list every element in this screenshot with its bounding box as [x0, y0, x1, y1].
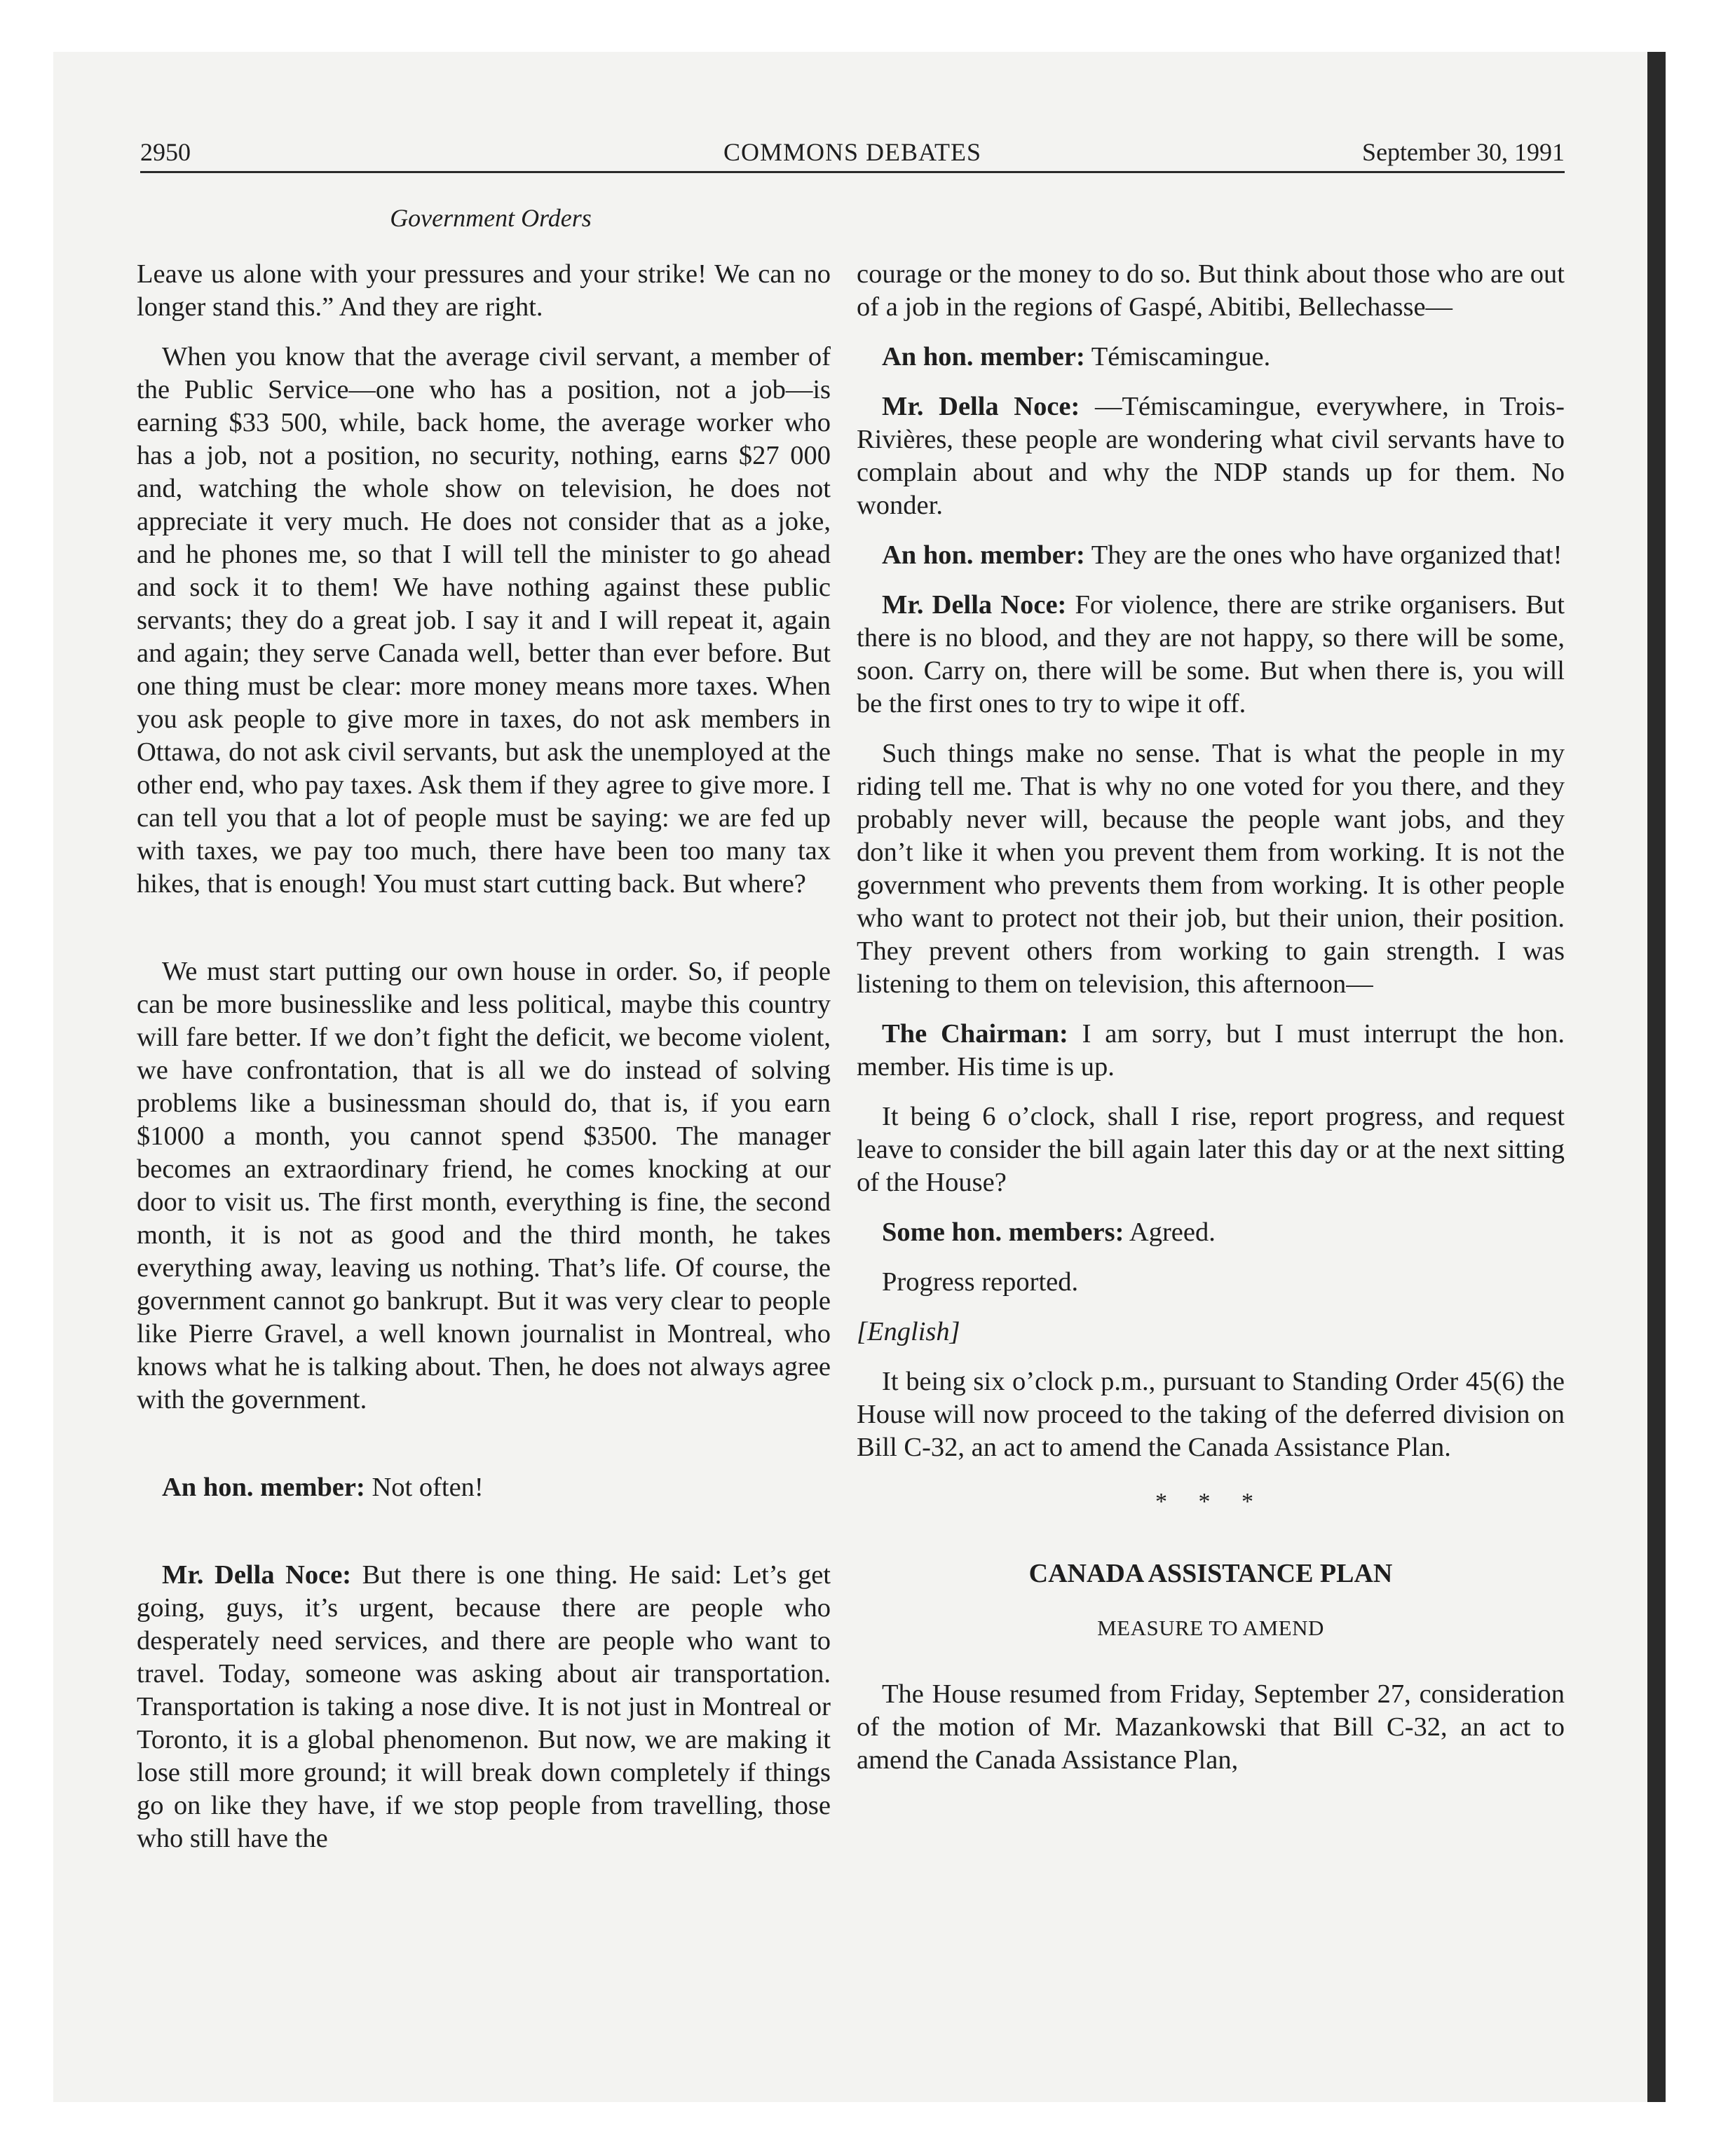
publication-title: COMMONS DEBATES [723, 138, 982, 166]
scan-edge-shadow [1647, 52, 1666, 2102]
speaker-paragraph: An hon. member: Témiscamingue. [882, 342, 1271, 371]
speaker-paragraph: An hon. member: They are the ones who have organized that! [882, 540, 1563, 570]
speaker-name: Mr. Della Noce: [882, 392, 1080, 421]
paragraph: Leave us alone with your pressures and your strike! We can no longer stand this.” And they are right. [137, 259, 831, 322]
language-note: [English] [857, 1317, 960, 1346]
left-column [137, 258, 831, 1872]
section-subheading: MEASURE TO AMEND [1097, 1616, 1324, 1640]
speaker-name: Mr. Della Noce: [882, 590, 1067, 620]
paragraph: When you know that the average civil servant, a member of the Public Service—one who has a position, not a job—is earning $33 500, while, back home, the average worker who has a job, not a position, no security, nothing, earns $27 000 and, watching the whole show on television, he does not appreciate it very much. He does not consider that as a joke, and he phones me, so that I will tell the minister to go ahead and sock it to them! We have nothing against these public servants; they do a great job. I say it and I will repeat it, again and again; they serve Canada well, better than ever before. But one thing must be clear: more money means more taxes. When you ask people to give more in taxes, do not ask members in Ottawa, do not ask civil servants, but ask the unemployed at the other end, who pay taxes. Ask them if they agree to give more. I can tell you that a lot of people must be saying: we are fed up with taxes, we pay too much, there have been too many tax hikes, that is enough! You must start cutting back. But where? [137, 342, 831, 899]
speaker-name: An hon. member: [882, 342, 1085, 371]
speaker-name: Mr. Della Noce: [162, 1560, 352, 1590]
speaker-name: Some hon. members: [882, 1217, 1124, 1247]
paragraph: Progress reported. [882, 1267, 1079, 1297]
sitting-date: September 30, 1991 [1362, 138, 1565, 166]
speaker-name: An hon. member: [162, 1473, 365, 1502]
speaker-name: An hon. member: [882, 540, 1085, 570]
speaker-paragraph: The Chairman: I am sorry, but I must interrupt the hon. member. His time is up. [857, 1019, 1565, 1082]
paragraph: Such things make no sense. That is what the people in my riding tell me. That is why no one voted for you there, and they probably never will, because the people want jobs, and they don’t like it when you prevent them from working. It is not the government who prevents them from working. It is other people who want to protect not their job, but their union, their position. They prevent others from working to gain strength. I was listening to them on television, this afternoon— [857, 739, 1565, 999]
right-column [857, 258, 1565, 1794]
paragraph: It being 6 o’clock, shall I rise, report progress, and request leave to consider the bill again later this day or at the next sitting of the House? [857, 1102, 1565, 1197]
speaker-name: The Chairman: [882, 1019, 1068, 1049]
section-heading: CANADA ASSISTANCE PLAN [1028, 1559, 1393, 1588]
running-header [140, 135, 1565, 173]
paragraph: We must start putting our own house in order. So, if people can be more businesslike and less political, maybe this country will fare better. If we don’t fight the deficit, we become violent, we have confrontation, that is all we do instead of solving problems like a businessman should do, that is, if you earn $1000 a month, you cannot spend $3500. The manager becomes an extraordinary friend, he comes knocking at our door to visit us. The first month, everything is fine, the second month, it is not as good and the third month, he takes everything away, leaving us nothing. That’s life. Of course, the government cannot go bankrupt. But it was very clear to people like Pierre Gravel, a well known journalist in Montreal, who knows what he is talking about. Then, he does not always agree with the government. [137, 957, 831, 1414]
paragraph: courage or the money to do so. But think about those who are out of a job in the regions of Gaspé, Abitibi, Bellechasse— [857, 259, 1565, 322]
speaker-paragraph: Mr. Della Noce: But there is one thing. He said: Let’s get going, guys, it’s urgent, because there are people who desperately need services, and there are people who want to travel. Today, someone was asking about air transportation. Transportation is taking a nose dive. It is not just in Montreal or Toronto, it is a global phenomenon. But now, we are making it lose still more ground; it will break down completely if things go on like they have, if we stop people from travelling, those who still have the [137, 1560, 831, 1853]
paragraph: The House resumed from Friday, September 27, consideration of the motion of Mr. Mazankowski that Bill C-32, an act to amend the Canada Assistance Plan, [857, 1679, 1565, 1775]
speaker-paragraph: Mr. Della Noce: For violence, there are strike organisers. But there is no blood, and they are not happy, so there will be some, soon. Carry on, there will be some. But when there is, you will be the first ones to try to wipe it off. [857, 590, 1565, 718]
speaker-paragraph: Mr. Della Noce: —Témiscamingue, everywhere, in Trois-Rivières, these people are wondering what civil servants have to complain about and why the NDP stands up for them. No wonder. [857, 392, 1565, 520]
paragraph: It being six o’clock p.m., pursuant to Standing Order 45(6) the House will now proceed to the taking of the deferred division on Bill C-32, an act to amend the Canada Assistance Plan. [857, 1367, 1565, 1462]
speaker-paragraph: Some hon. members: Agreed. [882, 1217, 1216, 1247]
speaker-paragraph: An hon. member: Not often! [162, 1473, 484, 1502]
page-number: 2950 [140, 138, 191, 166]
section-label: Government Orders [390, 204, 592, 232]
separator: * * * [1155, 1489, 1266, 1515]
